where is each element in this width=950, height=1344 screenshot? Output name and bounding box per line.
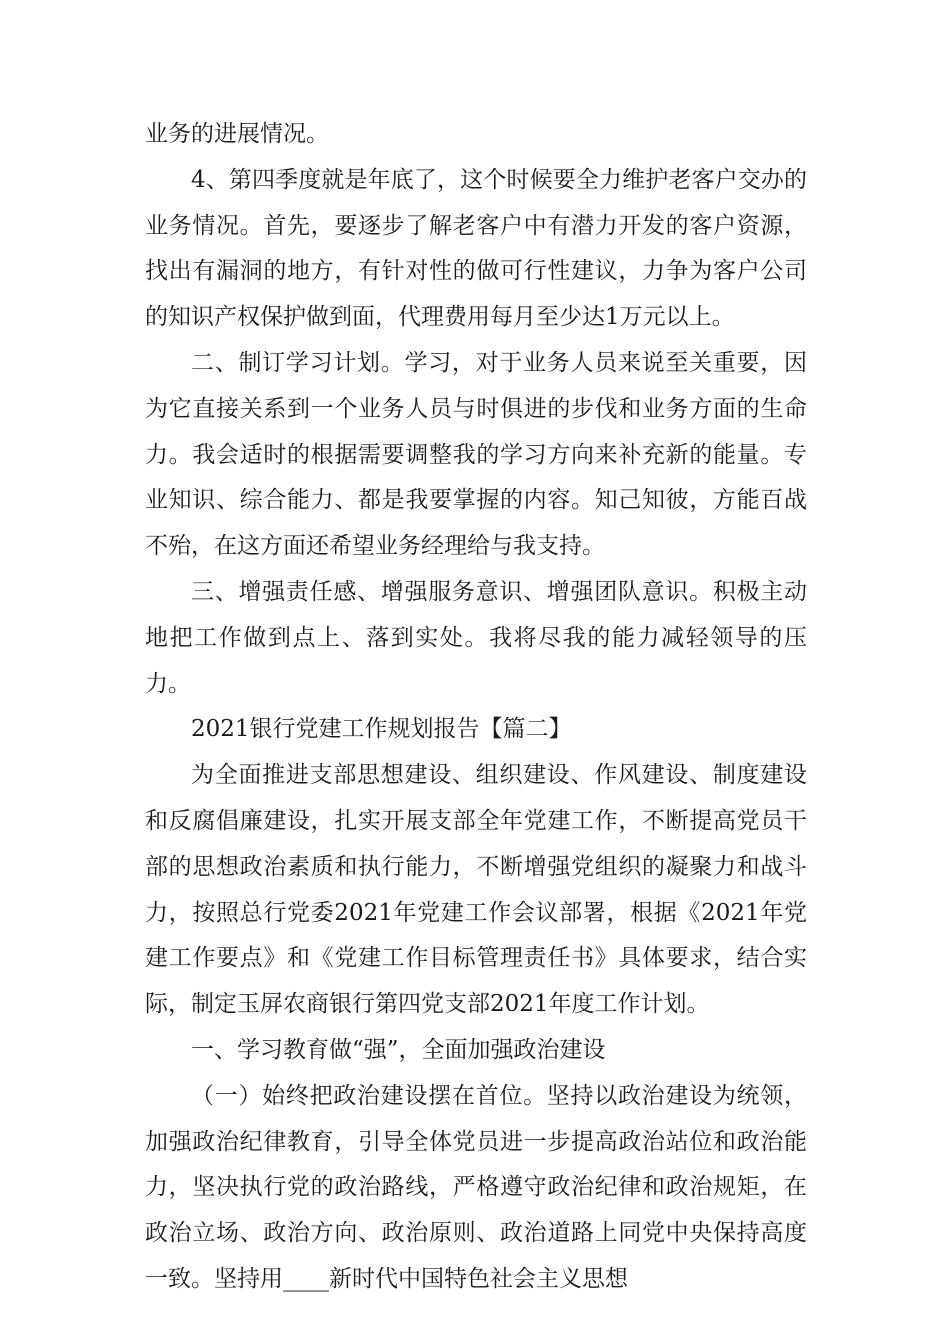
paragraph-q4-plan: 4、第四季度就是年底了，这个时候要全力维护老客户交办的业务情况。首先，要逐步了解老客户中有潜力开发的客户资源，找出有漏洞的地方，有针对性的做可行性建议，力争为客户公司的知识产权保护做到面，代理费用每月至少达1万元以上。 bbox=[145, 166, 807, 331]
paragraph-study-plan: 二、制订学习计划。学习，对于业务人员来说至关重要，因为它直接关系到一个业务人员与时俱进的步伐和业务方面的生命力。我会适时的根据需要调整我的学习方向来补充新的能量。专业知识、综合能力、都是我要掌握的内容。知己知彼，方能百战不殆，在这方面还希望业务经理给与我支持。 bbox=[145, 349, 807, 560]
paragraph-responsibility: 三、增强责任感、增强服务意识、增强团队意识。积极主动地把工作做到点上、落到实处。我将尽我的能力减轻领导的压力。 bbox=[145, 578, 807, 697]
paragraph-political-building: （一）始终把政治建设摆在首位。坚持以政治建设为统领，加强政治纪律教育，引导全体党员进一步提高政治站位和政治能力，坚决执行党的政治路线，严格遵守政治纪律和政治规矩，在政治立场、政治方向、政治原则、政治道路上同党中央保持高度一致。坚持用____新时代中国特色社会主义思想 bbox=[145, 1082, 807, 1292]
section-heading-one: 一、学习教育做“强”，全面加强政治建设 bbox=[191, 1036, 606, 1063]
document-body bbox=[145, 112, 807, 1303]
paragraph-continuation: 业务的进展情况。 bbox=[145, 121, 329, 147]
section-title: 2021银行党建工作规划报告【篇二】 bbox=[191, 716, 572, 743]
paragraph-intro: 为全面推进支部思想建设、组织建设、作风建设、制度建设和反腐倡廉建设，扎实开展支部全年党建工作，不断提高党员干部的思想政治素质和执行能力，不断增强党组织的凝聚力和战斗力，按照总行党委2021年党建工作会议部署，根据《2021年党建工作要点》和《党建工作目标管理责任书》具体要求，结合实际，制定玉屏农商银行第四党支部2021年度工作计划。 bbox=[145, 762, 807, 1018]
